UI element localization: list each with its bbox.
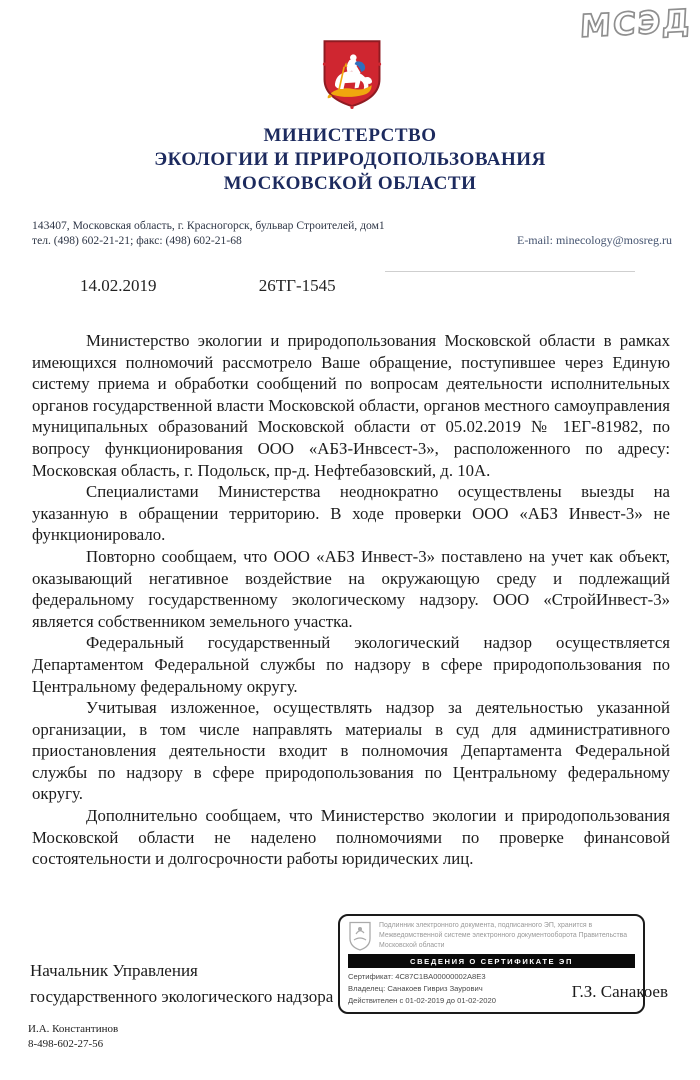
msed-logo: МСЭД — [579, 2, 693, 46]
stamp-emblem-icon — [348, 921, 372, 951]
executor-phone: 8-498-602-27-56 — [28, 1038, 104, 1050]
stamp-description: Подлинник электронного документа, подписанного ЭП, хранится в Межведомственной системе электронного документооборота Правительства Московской области — [379, 922, 628, 949]
signer-name: Г.З. Санакоев — [571, 982, 668, 1001]
stamp-header — [348, 921, 635, 951]
postal-address — [32, 218, 385, 248]
paragraph-3: Повторно сообщаем, что ООО «АБЗ Инвест-3» поставлено на учет как объект, оказывающий негативное воздействие на окружающую среду и подлежащий федеральному государственному экологическому надзору. ООО «СтройИнвест-3» является собственником земельного участка. — [32, 546, 670, 631]
ministry-name-line1: МИНИСТЕРСТВО — [263, 125, 437, 146]
letter-number: 26ТГ-1545 — [258, 276, 336, 295]
letter-body — [32, 330, 670, 870]
date-number-row — [80, 276, 336, 296]
paragraph-1: Министерство экологии и природопользования Московской области в рамках имеющихся полномочий рассмотрело Ваше обращение, поступившее через Единую систему приема и обработки сообщений по вопросам деятельности исполнительных органов государственной власти Московской области, органов местного самоуправления муниципальных образований Московской области от 05.02.2019 № 1ЕГ-81982, по вопросу функционирования ООО «АБЗ-Инвсест-3», расположенного по адресу: Московская область, г. Подольск, пр-д. Нефтебазовский, д. 10А. — [32, 331, 670, 480]
reg-number-rule — [385, 271, 635, 272]
address-line1: 143407, Московская область, г. Красногорск, бульвар Строителей, дом1 — [32, 219, 385, 232]
stamp-certificate-number: Сертификат: 4C87C1BA00000002A8E3 — [348, 972, 486, 981]
executor-block — [28, 1022, 118, 1052]
letter-date: 14.02.2019 — [80, 276, 157, 295]
address-line2: тел. (498) 602-21-21; факс: (498) 602-21-68 — [32, 234, 242, 247]
ministry-name — [0, 124, 700, 196]
stamp-certificate-owner: Владелец: Санакоев Гивриз Заурович — [348, 983, 483, 993]
signer-position-line1: Начальник Управления — [30, 961, 198, 980]
ministry-name-line2: ЭКОЛОГИИ И ПРИРОДОПОЛЬЗОВАНИЯ — [154, 149, 546, 170]
paragraph-5: Учитывая изложенное, осуществлять надзор за деятельностью указанной организации, в том числе направлять материалы в суд для административного приостановления деятельности входит в полномочия Департамента Федеральной службы по надзору в сфере природопользования по Центральному федеральному округу. — [32, 698, 670, 804]
ministry-name-line3: МОСКОВСКОЙ ОБЛАСТИ — [223, 173, 477, 194]
moscow-oblast-coat-of-arms-icon — [314, 38, 390, 110]
paragraph-6: Дополнительно сообщаем, что Министерство экологии и природопользования Московской области не наделено полномочиями по проверке финансовой состоятельности и долгосрочности работы юридических лиц. — [32, 806, 670, 869]
paragraph-2: Специалистами Министерства неоднократно осуществлены выезды на указанную в обращении территорию. В ходе проверки ООО «АБЗ Инвест-3» не функционировало. — [32, 482, 670, 545]
signer-position-line2: государственного экологического надзора — [30, 987, 334, 1006]
stamp-certificate-bar: СВЕДЕНИЯ О СЕРТИФИКАТЕ ЭП — [348, 954, 635, 968]
executor-name: И.А. Константинов — [28, 1023, 119, 1035]
signer-position — [30, 958, 333, 1010]
paragraph-4: Федеральный государственный экологический надзор осуществляется Департаментом Федеральной службы по надзору в сфере природопользования по Центральному федеральному округу. — [32, 633, 670, 696]
stamp-certificate-validity: Действителен с 01-02-2019 до 01-02-2020 — [348, 995, 496, 1005]
email-address: E-mail: minecology@mosreg.ru — [516, 233, 672, 247]
contact-block — [32, 218, 672, 248]
